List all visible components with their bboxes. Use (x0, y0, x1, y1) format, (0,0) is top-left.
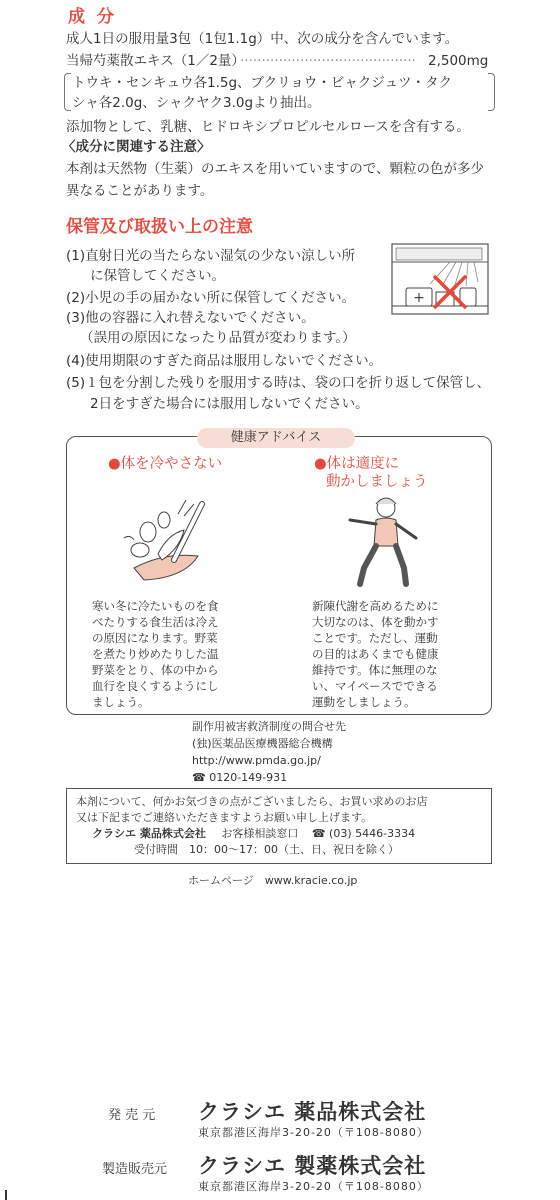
advice-left-line: を煮たり炒めたりした温 (92, 647, 219, 661)
relief-phone: 0120-149-931 (209, 771, 288, 784)
seller-label: 発 売 元 (108, 1108, 156, 1123)
homepage[interactable]: ホームページ www.kracie.co.jp (188, 874, 358, 887)
maker-address: 東京都港区海岸3-20-20（〒108-8080） (198, 1180, 429, 1193)
note-line-2: 異なることがあります。 (66, 183, 214, 199)
advice-left-body (92, 598, 219, 710)
edge-mark (5, 1190, 7, 1200)
advice-left-line: の原因になります。野菜 (92, 631, 218, 645)
storage-title: 保管及び取扱い上の注意 (66, 217, 253, 237)
contact-line-1: 本剤について、何かお気づきの点がございましたら、お買い求めのお店 (76, 795, 428, 808)
ingredients-title: 成 分 (68, 7, 117, 27)
advice-left-line: 野菜をとり、体の中から (92, 663, 219, 677)
advice-left-line: 血行を良くするようにし (92, 679, 219, 693)
storage-item-4: (4)使用期限のすぎた商品は服用しないでください。 (66, 353, 383, 369)
maker-label: 製造販売元 (102, 1162, 168, 1177)
advice-left-heading: ●体を冷やさない (108, 456, 223, 472)
health-advice-title: 健康アドバイス (197, 428, 355, 448)
phone-icon: ☎ (311, 827, 326, 840)
vegetables-illustration (114, 494, 210, 586)
ingredients-dosage: 成人1日の服用量3包（1包1.1g）中、次の成分を含んでいます。 (66, 31, 459, 47)
advice-right-heading-1: ●体は適度に (314, 456, 400, 472)
storage-item-5b: 2日をすぎた場合には服用しないでください。 (90, 396, 369, 412)
note-line-1: 本剤は天然物（生薬）のエキスを用いていますので、顆粒の色が多少 (66, 161, 484, 177)
advice-right-line: 運動をしましょう。 (312, 695, 416, 709)
contact-phone: (03) 5446-3334 (329, 827, 416, 840)
additives: 添加物として、乳糖、ヒドロキシプロピルセルロースを含有する。 (66, 119, 470, 135)
contact-desk: お客様相談窓口 (221, 827, 299, 840)
herbs-line-1: トウキ・センキュウ各1.5g、ブクリョウ・ビャクジュツ・タク (72, 75, 452, 91)
advice-left-line: ましょう。 (92, 695, 150, 709)
advice-right-heading-2: 動かしましょう (326, 474, 428, 490)
extract-amount: 2,500mg (428, 53, 489, 69)
advice-right-line: の目的はあくまでも健康 (312, 647, 439, 661)
storage-item-2: (2)小児の手の届かない所に保管してください。 (66, 290, 356, 306)
advice-right-line: 維持です。体に無理のな (312, 663, 438, 677)
storage-item-3a: (3)他の容器に入れ替えないでください。 (66, 310, 315, 326)
note-heading: 〈成分に関連する注意〉 (62, 139, 211, 155)
contact-company: クラシエ 薬品株式会社 (92, 827, 206, 840)
extract-dots: ········································· (240, 53, 416, 69)
relief-organization: (独)医薬品医療機器総合機構 (192, 737, 333, 750)
advice-right-line: い、マイペースでできる (312, 679, 438, 693)
seller-address: 東京都港区海岸3-20-20（〒108-8080） (198, 1126, 429, 1139)
advice-right-line: 大切なのは、体を動かす (312, 615, 439, 629)
relief-phone-row (192, 769, 287, 786)
storage-item-1a: (1)直射日光の当たらない湿気の少ない涼しい所 (66, 248, 356, 264)
relief-url[interactable]: http://www.pmda.go.jp/ (192, 754, 321, 767)
advice-right-line: 新陳代謝を高めるために (312, 599, 439, 613)
advice-left-line: 寒い冬に冷たいものを食 (92, 599, 219, 613)
bracket-right (488, 73, 495, 111)
bracket-left (64, 73, 71, 111)
advice-right-line: ことです。ただし、運動 (312, 631, 438, 645)
advice-right-body (312, 598, 439, 710)
herbs-line-2: シャ各2.0g、シャクヤク3.0gより抽出。 (72, 95, 321, 111)
exercise-illustration (342, 494, 426, 590)
contact-hours: 受付時間 10：00〜17：00（土、日、祝日を除く） (134, 843, 399, 856)
extract-name: 当帰芍薬散エキス（1／2量） (66, 53, 245, 69)
storage-item-3b: （誤用の原因になったり品質が変わります。） (80, 330, 356, 346)
storage-item-5a: (5)１包を分割した残りを服用する時は、袋の口を折り返して保管し、 (66, 375, 491, 391)
phone-icon: ☎ (192, 771, 206, 784)
contact-company-row (92, 825, 415, 842)
maker-name: クラシエ 製薬株式会社 (198, 1154, 427, 1178)
seller-name: クラシエ 薬品株式会社 (198, 1100, 427, 1124)
svg-text:+: + (413, 290, 425, 306)
advice-left-line: べたりする食生活は冷え (92, 615, 219, 629)
sunlight-no-storage-illustration (390, 242, 490, 322)
relief-heading: 副作用被害救済制度の問合せ先 (192, 720, 346, 733)
contact-line-2: 又は下記までご連絡いただきますようお願い申し上げます。 (76, 811, 373, 824)
storage-item-1b: に保管してください。 (90, 268, 225, 284)
